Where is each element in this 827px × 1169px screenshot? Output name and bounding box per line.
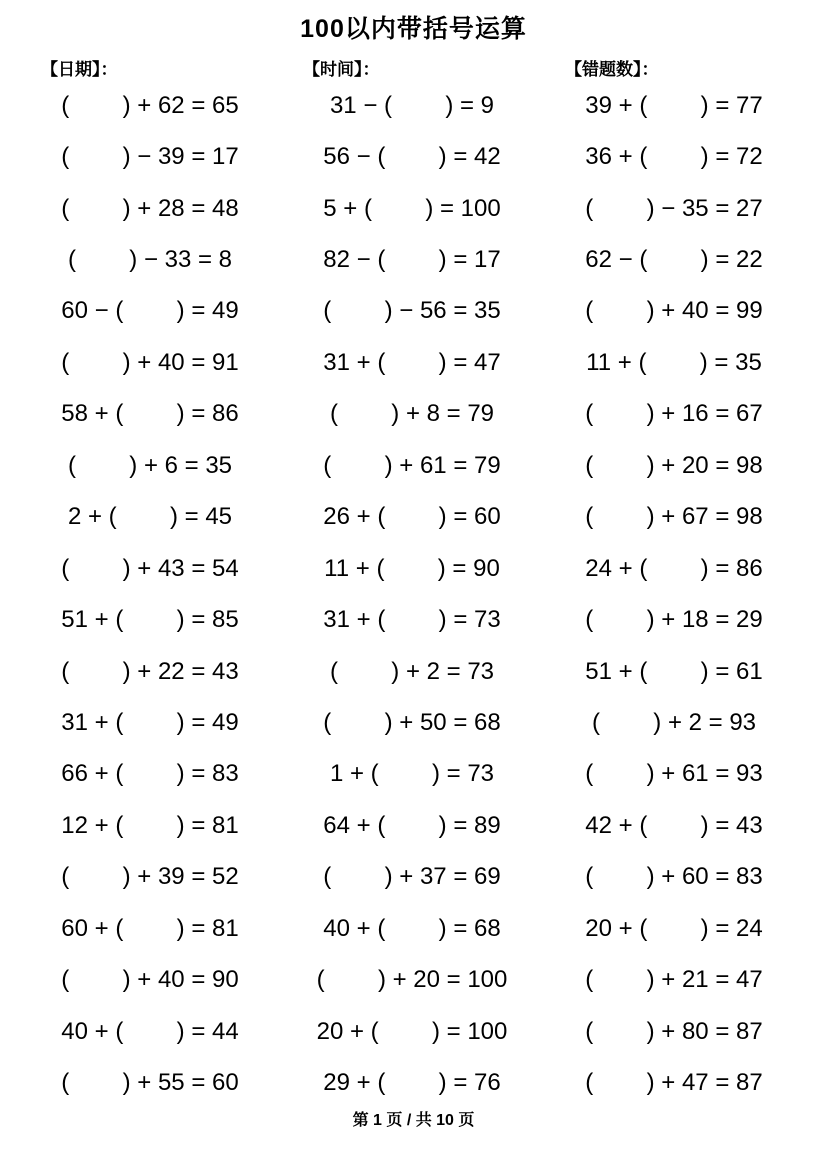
equation: 26 + ( ) = 60 xyxy=(323,503,501,531)
equation: 64 + ( ) = 89 xyxy=(323,811,501,839)
equation: 40 + ( ) = 44 xyxy=(61,1017,239,1045)
equation: 40 + ( ) = 68 xyxy=(323,914,501,942)
equation: ( ) + 21 = 47 xyxy=(585,966,763,994)
equation: 36 + ( ) = 72 xyxy=(585,143,763,171)
equation: 31 + ( ) = 47 xyxy=(323,348,501,376)
equations-area xyxy=(0,80,827,1109)
page-footer: 第 1 页 / 共 10 页 xyxy=(352,1111,475,1129)
equation-column-2 xyxy=(281,80,543,1109)
equation: ( ) + 2 = 93 xyxy=(591,708,757,736)
equation: 42 + ( ) = 43 xyxy=(585,811,763,839)
equation: ( ) + 61 = 79 xyxy=(323,451,501,479)
equation: 31 + ( ) = 73 xyxy=(323,606,501,634)
meta-row xyxy=(0,60,827,80)
equation: 62 − ( ) = 22 xyxy=(585,246,763,274)
equation: 60 + ( ) = 81 xyxy=(61,914,239,942)
equation: ( ) + 16 = 67 xyxy=(585,400,763,428)
equation: ( ) − 56 = 35 xyxy=(323,297,501,325)
equation: 20 + ( ) = 24 xyxy=(585,914,763,942)
equation: ( ) + 40 = 91 xyxy=(61,348,239,376)
equation: ( ) + 8 = 79 xyxy=(329,400,495,428)
equation: 20 + ( ) = 100 xyxy=(316,1017,508,1045)
errors-label: 【错题数】： xyxy=(565,60,659,79)
equation: 51 + ( ) = 85 xyxy=(61,606,239,634)
equation-column-1 xyxy=(19,80,281,1109)
equation: 51 + ( ) = 61 xyxy=(585,657,763,685)
equation: ( ) + 40 = 90 xyxy=(61,966,239,994)
equation: ( ) + 18 = 29 xyxy=(585,606,763,634)
equation: 2 + ( ) = 45 xyxy=(67,503,233,531)
equation: 31 − ( ) = 9 xyxy=(329,91,495,119)
equation: ( ) − 39 = 17 xyxy=(61,143,239,171)
equation: ( ) − 33 = 8 xyxy=(67,246,233,274)
equation: ( ) + 6 = 35 xyxy=(67,451,233,479)
equation: 5 + ( ) = 100 xyxy=(323,194,501,222)
date-label: 【日期】： xyxy=(41,60,118,79)
equation: ( ) + 2 = 73 xyxy=(329,657,495,685)
equation: ( ) + 67 = 98 xyxy=(585,503,763,531)
equation: 29 + ( ) = 76 xyxy=(323,1069,501,1097)
equation: ( ) + 20 = 100 xyxy=(316,966,508,994)
equation: ( ) + 39 = 52 xyxy=(61,863,239,891)
equation: 1 + ( ) = 73 xyxy=(329,760,495,788)
equation: ( ) + 22 = 43 xyxy=(61,657,239,685)
equation: ( ) + 61 = 93 xyxy=(585,760,763,788)
equation: ( ) + 40 = 99 xyxy=(585,297,763,325)
equation: 60 − ( ) = 49 xyxy=(61,297,239,325)
equation: ( ) + 60 = 83 xyxy=(585,863,763,891)
equation: 39 + ( ) = 77 xyxy=(585,91,763,119)
equation: 56 − ( ) = 42 xyxy=(323,143,501,171)
equation: 58 + ( ) = 86 xyxy=(61,400,239,428)
equation: 12 + ( ) = 81 xyxy=(61,811,239,839)
equation: 31 + ( ) = 49 xyxy=(61,708,239,736)
equation: ( ) + 20 = 98 xyxy=(585,451,763,479)
equation: ( ) + 50 = 68 xyxy=(323,708,501,736)
equation: 82 − ( ) = 17 xyxy=(323,246,501,274)
equation: 11 + ( ) = 90 xyxy=(324,554,500,582)
equation: ( ) + 28 = 48 xyxy=(61,194,239,222)
equation: ( ) + 62 = 65 xyxy=(61,91,239,119)
equation: ( ) + 55 = 60 xyxy=(61,1069,239,1097)
equation-column-3 xyxy=(543,80,805,1109)
equation: ( ) + 80 = 87 xyxy=(585,1017,763,1045)
equation: ( ) + 37 = 69 xyxy=(323,863,501,891)
equation: ( ) + 47 = 87 xyxy=(585,1069,763,1097)
equation: ( ) + 43 = 54 xyxy=(61,554,239,582)
equation: 11 + ( ) = 35 xyxy=(586,348,762,376)
equation: ( ) − 35 = 27 xyxy=(585,194,763,222)
time-label: 【时间】： xyxy=(303,60,380,79)
page-title: 100以内带括号运算 xyxy=(300,15,527,43)
equation: 24 + ( ) = 86 xyxy=(585,554,763,582)
equation: 66 + ( ) = 83 xyxy=(61,760,239,788)
